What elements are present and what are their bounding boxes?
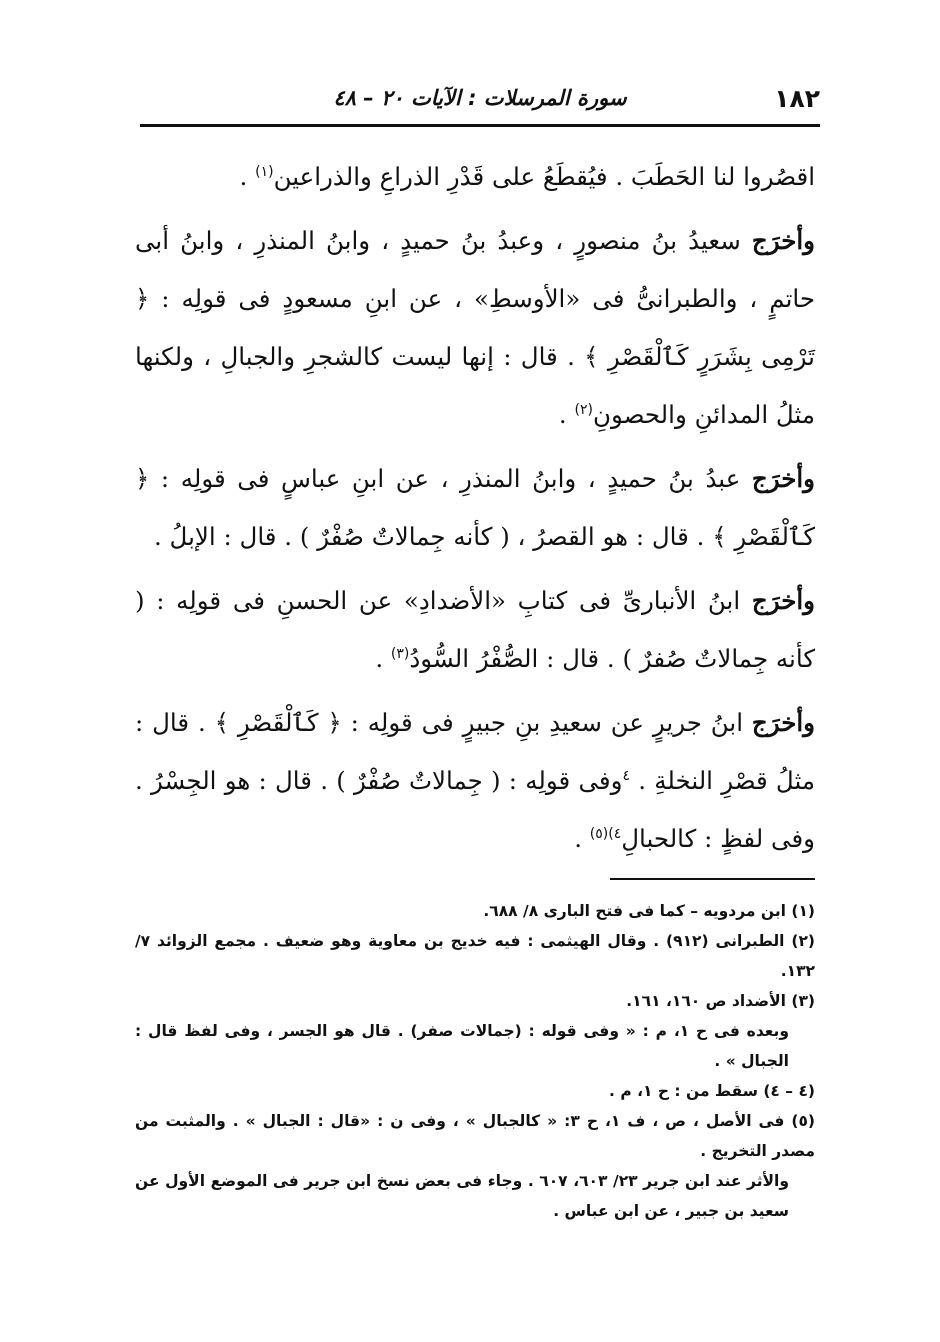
footnote-2: (٢) الطبرانى (٩١٢) . وقال الهيثمى : فيه خديج بن معاوية وهو ضعيف . مجمع الزوائد ٧/ ١٣٢. [135,932,815,980]
paragraph-5-text-2: وفى قولِه : ( جِمالاتٌ صُفْرٌ ) . قال : هو الجِسْرُ . وفى لفظٍ : كالحبالِ [135,766,815,853]
paragraph-2-text: سعيدُ بنُ منصورٍ ، وعبدُ بنُ حميدٍ ، وابنُ المنذرِ ، وابنُ أبى حاتمٍ ، والطبرانىُّ فى «الأوسطِ» ، عن ابنِ مسعودٍ فى قولِه : ﴿ تَرْمِى بِشَرَرٍ كَٱلْقَصْرِ ﴾ . قال : إنها ليست كالشجرِ والجبالِ ، ولكنها مثلُ المدائنِ والحصونِ [135,226,815,429]
paragraph-1 [135,148,815,206]
paragraph-4 [135,572,815,688]
footnote-ref: (٢) [574,401,593,418]
paragraph-1-text: اقصُروا لنا الحَطَبَ . فيُقطَعُ على قَدْرِ الذراعِ والذراعين [273,162,815,191]
paragraph-4-end: . [375,644,391,673]
paragraph-lead: وأخرَج [751,464,815,493]
paragraph-2 [135,212,815,444]
paragraph-lead: وأخرَج [751,708,815,737]
footnote-ref: ٤)(٥) [589,825,622,842]
header-title: سورة المرسلات : الآيات ٢٠ – ٤٨ [333,86,627,110]
paragraph-3-text: عبدُ بنُ حميدٍ ، وابنُ المنذرِ ، عن ابنِ عباسٍ فى قولِه : ﴿ كَٱلْقَصْرِ ﴾ . قال : هو القصرُ ، ( كأنه جِمالاتٌ صُفْرٌ ) . قال : الإبلُ . [135,464,815,551]
footnote-ref: ٤ [622,767,630,784]
footnote-5-continuation: والأثر عند ابن جرير ٢٣/ ٦٠٣، ٦٠٧ . وجاء فى بعض نسخ ابن جرير فى الموضع الأول عن سعيد بن جبير ، عن ابن عباس . [135,1172,789,1220]
header-rule [140,124,820,127]
footnote-ref: (٣) [390,645,410,662]
paragraph-1-end: . [239,162,256,191]
paragraph-lead: وأخرَج [751,226,815,255]
paragraph-lead: وأخرَج [751,586,815,615]
page-number: ١٨٢ [774,84,820,113]
footnote-ref: (١) [255,163,274,180]
footnote-3: (٣) الأضداد ص ١٦٠، ١٦١. [626,992,815,1010]
paragraph-5 [135,694,815,868]
footnotes [135,896,815,1226]
paragraph-5-end: . [574,824,590,853]
main-text [135,148,815,874]
paragraph-5-text: ابنُ جريرٍ عن سعيدِ بنِ جبيرٍ فى قولِه : ﴿ كَٱلْقَصْرِ ﴾ . قال : مثلُ قصْرِ النخلةِ . [135,708,815,795]
running-header [140,78,820,122]
footnote-separator [610,878,815,880]
footnote-4: (٤ – ٤) سقط من : ح ١، م . [609,1082,815,1100]
paragraph-3 [135,450,815,566]
paragraph-2-end: . [558,400,575,429]
footnote-5: (٥) فى الأصل ، ص ، ف ١، ح ٣: « كالجبال » ، وفى ن : «قال : الجبال » . والمثبت من مصدر التخريج . [135,1112,815,1160]
footnote-1: (١) ابن مردويه – كما فى فتح البارى ٨/ ٦٨٨. [483,902,815,920]
paragraph-4-text: ابنُ الأنبارىِّ فى كتابِ «الأضدادِ» عن الحسنِ فى قولِه : ( كأنه جِمالاتٌ صُفرٌ ) . قال : الصُّفْرُ السُّودُ [135,586,815,673]
footnote-3-continuation: وبعده فى ح ١، م : « وفى قوله : (جمالات صفر) . قال هو الجسر ، وفى لفظ قال : الجبال » . [135,1022,789,1070]
